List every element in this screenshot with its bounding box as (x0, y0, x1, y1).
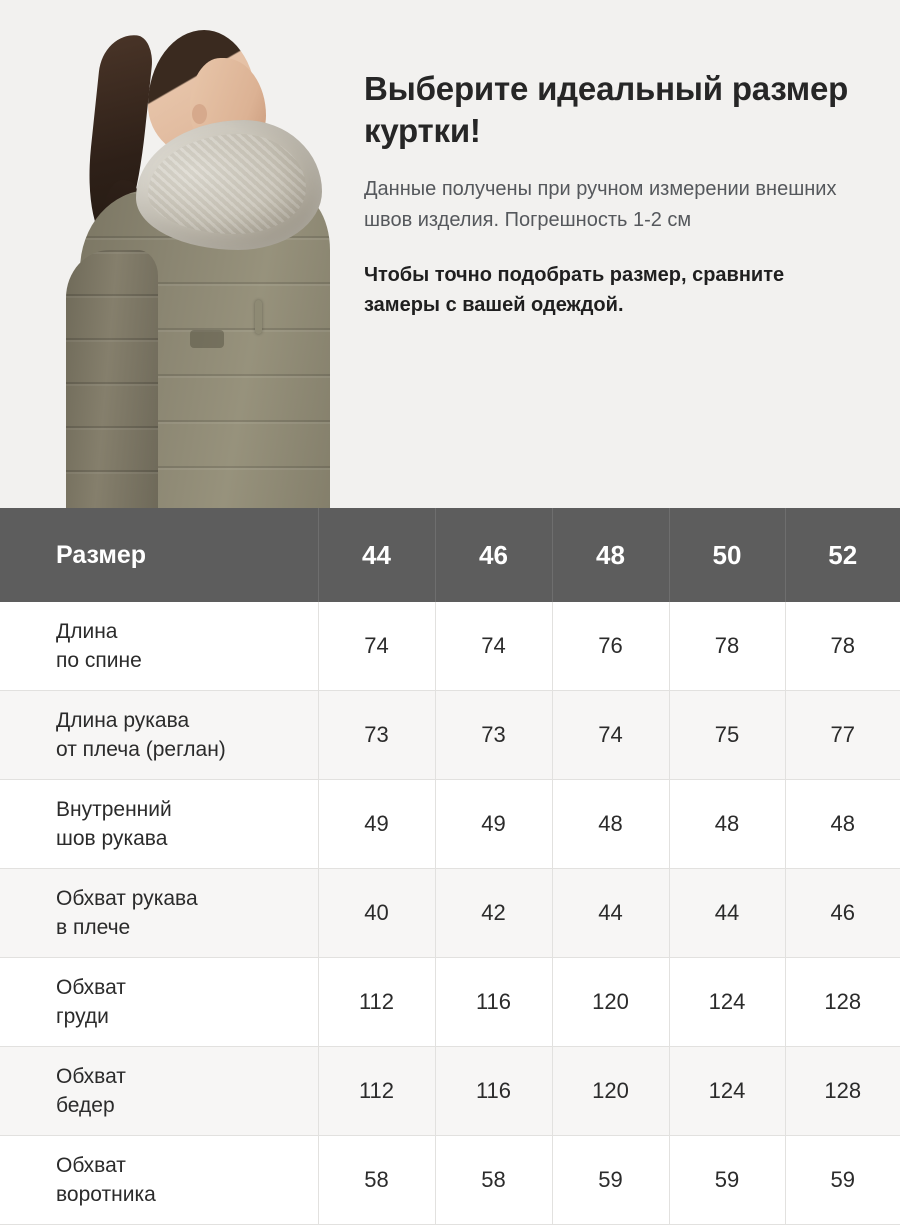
row-3-value-2: 44 (552, 869, 669, 958)
row-3-value-4: 46 (785, 869, 900, 958)
row-2-value-1: 49 (435, 780, 552, 869)
row-1-value-3: 75 (669, 691, 785, 780)
table-row (0, 958, 900, 1047)
jacket-pocket (190, 330, 224, 348)
row-0-value-0: 74 (318, 602, 435, 691)
row-4-value-1: 116 (435, 958, 552, 1047)
row-4-value-4: 128 (785, 958, 900, 1047)
row-0-value-2: 76 (552, 602, 669, 691)
row-3-value-3: 44 (669, 869, 785, 958)
row-5-value-1: 116 (435, 1047, 552, 1136)
row-5-value-0: 112 (318, 1047, 435, 1136)
table-header (0, 508, 900, 602)
row-1-value-4: 77 (785, 691, 900, 780)
hero-fade (0, 448, 900, 508)
row-5-value-4: 128 (785, 1047, 900, 1136)
table-header-row (0, 508, 900, 602)
table-body (0, 602, 900, 1225)
size-table (0, 508, 900, 1225)
row-label: Обхват бедер (0, 1047, 318, 1136)
row-4-value-0: 112 (318, 958, 435, 1047)
table-row (0, 869, 900, 958)
row-0-value-1: 74 (435, 602, 552, 691)
hero-text-block (364, 68, 864, 320)
model-photo (40, 0, 340, 508)
jacket-drawcord (255, 300, 262, 334)
table-row (0, 780, 900, 869)
row-1-value-0: 73 (318, 691, 435, 780)
table-header-label: Размер (0, 508, 318, 602)
row-label: Длина по спине (0, 602, 318, 691)
model-ear (192, 104, 207, 124)
page-title: Выберите идеальный размер куртки! (364, 70, 849, 149)
row-0-value-3: 78 (669, 602, 785, 691)
row-label: Обхват воротника (0, 1136, 318, 1225)
measurement-note: Данные получены при ручном измерении внешних швов изделия. Погрешность 1-2 см (364, 178, 837, 231)
row-5-value-3: 124 (669, 1047, 785, 1136)
row-4-value-3: 124 (669, 958, 785, 1047)
row-1-value-1: 73 (435, 691, 552, 780)
row-6-value-3: 59 (669, 1136, 785, 1225)
row-6-value-0: 58 (318, 1136, 435, 1225)
row-5-value-2: 120 (552, 1047, 669, 1136)
row-2-value-2: 48 (552, 780, 669, 869)
row-6-value-4: 59 (785, 1136, 900, 1225)
row-1-value-2: 74 (552, 691, 669, 780)
row-3-value-1: 42 (435, 869, 552, 958)
table-header-size-0: 44 (318, 508, 435, 602)
measurement-advice: Чтобы точно подобрать размер, сравните замеры с вашей одеждой. (364, 264, 785, 316)
row-6-value-1: 58 (435, 1136, 552, 1225)
table-header-size-2: 48 (552, 508, 669, 602)
table-row (0, 602, 900, 691)
hero-section (0, 0, 900, 508)
row-2-value-4: 48 (785, 780, 900, 869)
row-3-value-0: 40 (318, 869, 435, 958)
row-4-value-2: 120 (552, 958, 669, 1047)
row-2-value-3: 48 (669, 780, 785, 869)
row-2-value-0: 49 (318, 780, 435, 869)
table-header-size-4: 52 (785, 508, 900, 602)
table-header-size-1: 46 (435, 508, 552, 602)
row-label: Внутренний шов рукава (0, 780, 318, 869)
row-6-value-2: 59 (552, 1136, 669, 1225)
table-header-size-3: 50 (669, 508, 785, 602)
row-0-value-4: 78 (785, 602, 900, 691)
row-label: Обхват рукава в плече (0, 869, 318, 958)
table-row (0, 1136, 900, 1225)
size-table-wrapper (0, 508, 900, 1225)
row-label: Длина рукава от плеча (реглан) (0, 691, 318, 780)
row-label: Обхват груди (0, 958, 318, 1047)
table-row (0, 1047, 900, 1136)
table-row (0, 691, 900, 780)
